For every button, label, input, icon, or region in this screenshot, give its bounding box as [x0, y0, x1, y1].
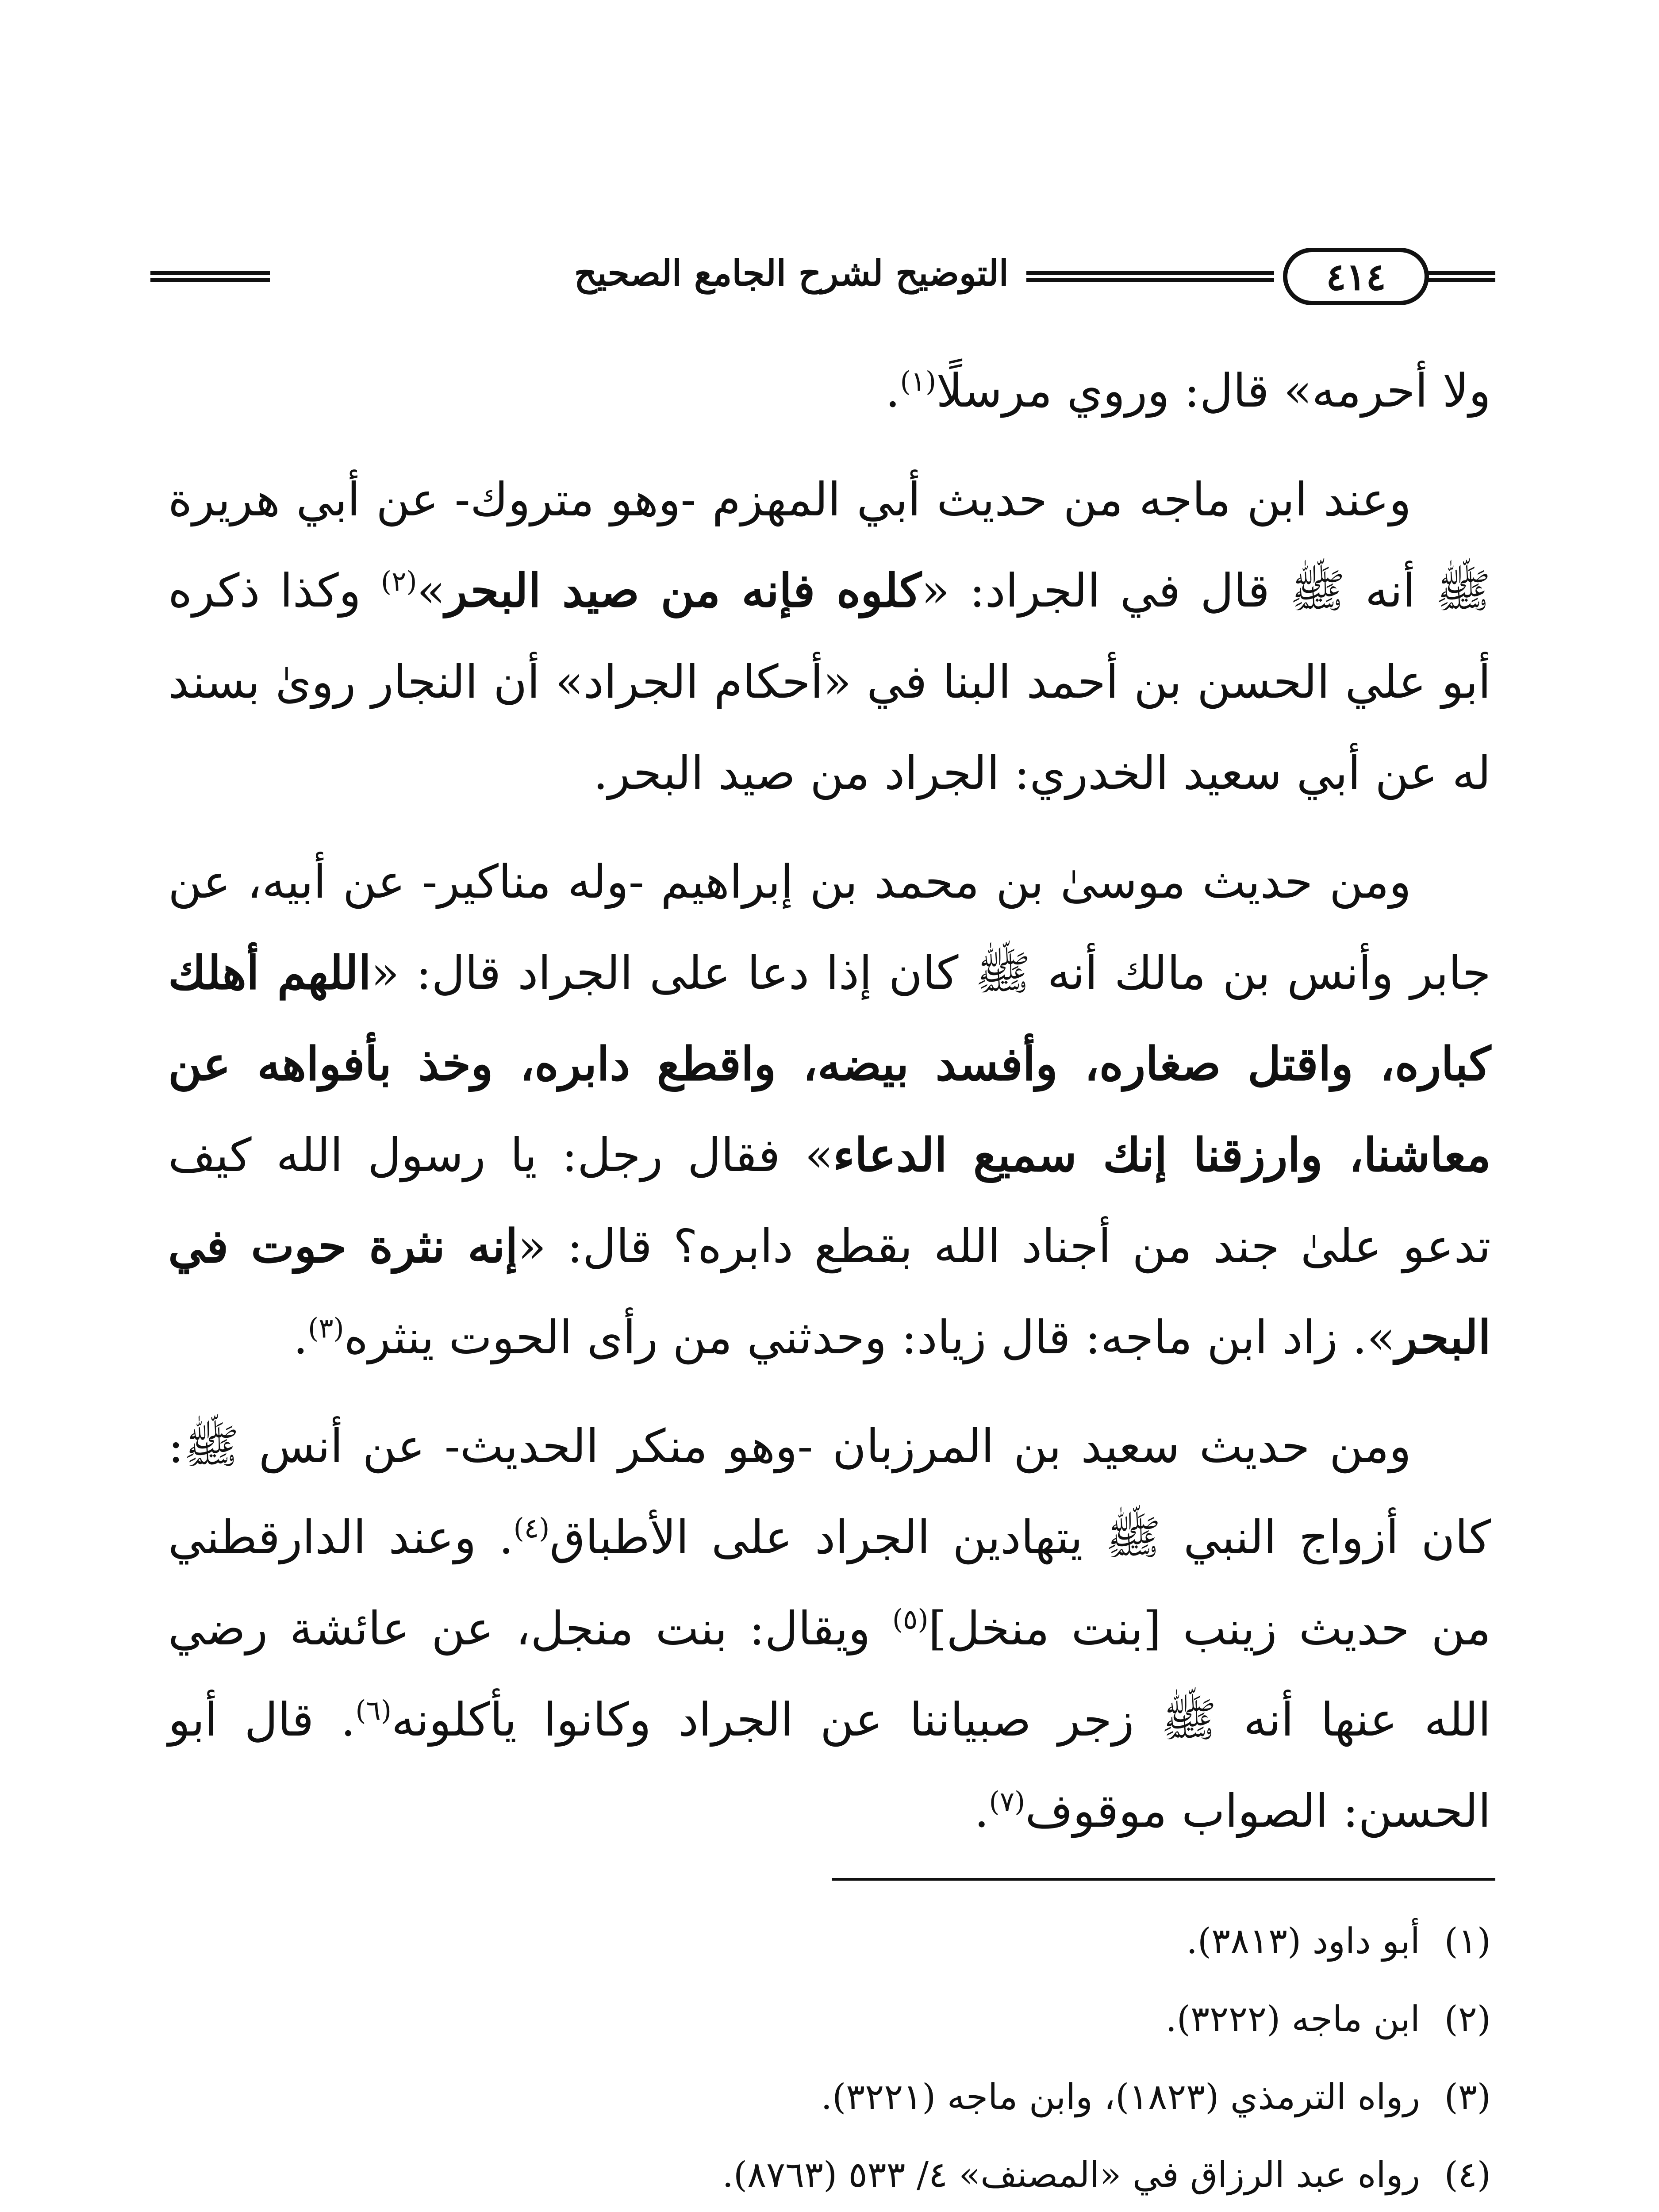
footnotes-list — [168, 1902, 1491, 2212]
paragraph-3-text-c: ». زاد ابن ماجه: قال زياد: وحدثني من رأى الحوت ينثره — [344, 1310, 1395, 1364]
header-rule-right — [1425, 271, 1495, 282]
paragraph-1-end: . — [885, 364, 900, 418]
footnote-1 — [168, 1902, 1491, 1980]
paragraph-3 — [168, 836, 1491, 1383]
footnote-text: أبو داود (٣٨١٣). — [1186, 1920, 1420, 1962]
footnote-4 — [168, 2136, 1491, 2212]
running-title: التوضيح لشرح الجامع الصحيح — [574, 252, 1009, 294]
hadith-quote: إنه نثرة حوت في البحر — [168, 1219, 1491, 1364]
footnote-3 — [168, 2058, 1491, 2136]
footnote-number: (٤) — [1444, 2154, 1491, 2195]
paragraph-1 — [168, 345, 1491, 436]
paragraph-2-text-b: » — [417, 564, 445, 618]
paragraph-4-end: . — [974, 1784, 989, 1838]
footnote-number: (٣) — [1444, 2076, 1491, 2117]
footnote-2 — [168, 1980, 1491, 2058]
hadith-quote: كلوه فإنه من صيد البحر — [445, 563, 922, 618]
header-rule-left — [150, 271, 270, 282]
paragraph-4-text-b: . وعند الدارقطني من حديث زينب [بنت منخل] — [168, 1510, 1491, 1655]
paragraph-3-text-a: ومن حديث موسىٰ بن محمد بن إبراهيم -وله مناكير- عن أبيه، عن جابر وأنس بن مالك أنه ﷺ كان إذا دعا على الجراد قال: « — [168, 855, 1491, 1000]
footnote-ref-3[interactable]: (٣) — [307, 1312, 344, 1344]
footnote-text: ابن ماجه (٣٢٢٢). — [1165, 1998, 1420, 2039]
footnote-ref-4[interactable]: (٤) — [513, 1512, 550, 1544]
paragraph-2-text-a: وعند ابن ماجه من حديث أبي المهزم -وهو متروك- عن أبي هريرة ﷺ أنه ﷺ قال في الجراد: « — [168, 472, 1491, 618]
footnote-separator — [832, 1878, 1495, 1881]
paragraph-2-text-c: وكذا ذكره أبو علي الحسن بن أحمد البنا في «أحكام الجراد» أن النجار روىٰ بسند له عن أبي سعيد الخدري: الجراد من صيد البحر. — [168, 564, 1491, 800]
header-rule-middle — [1026, 271, 1274, 282]
footnote-ref-2[interactable]: (٢) — [380, 565, 417, 598]
page-number: ٤١٤ — [1283, 248, 1429, 305]
paragraph-3-text-b: » فقال رجل: يا رسول الله كيف تدعو علىٰ جند من أجناد الله بقطع دابره؟ قال: « — [168, 1128, 1491, 1273]
footnote-ref-6[interactable]: (٦) — [355, 1694, 392, 1727]
footnote-ref-7[interactable]: (٧) — [989, 1785, 1025, 1818]
main-text — [168, 345, 1491, 1874]
page-header — [150, 248, 1495, 310]
footnote-ref-5[interactable]: (٥) — [892, 1603, 929, 1636]
paragraph-4-text-d: . قال أبو الحسن: الصواب موقوف — [168, 1693, 1491, 1838]
paragraph-2 — [168, 454, 1491, 818]
footnote-ref-1[interactable]: (١) — [900, 365, 937, 398]
paragraph-4 — [168, 1401, 1491, 1856]
paragraph-1-text: ولا أحرمه» قال: وروي مرسلًا — [936, 364, 1491, 418]
footnote-number: (١) — [1444, 1920, 1491, 1962]
paragraph-3-end: . — [293, 1310, 308, 1364]
paragraph-4-text-a: ومن حديث سعيد بن المرزبان -وهو منكر الحديث- عن أنس ﷺ: كان أزواج النبي ﷺ يتهادين الجراد على الأطباق — [168, 1419, 1491, 1564]
paragraph-4-text-c: ويقال: بنت منجل، عن عائشة رضي الله عنها أنه ﷺ زجر صبياننا عن الجراد وكانوا يأكلونه — [168, 1601, 1491, 1747]
footnote-text: رواه الترمذي (١٨٢٣)، وابن ماجه (٣٢٢١). — [821, 2076, 1420, 2117]
footnote-text: رواه عبد الرزاق في «المصنف» ٤/ ٥٣٣ (٨٧٦٣). — [722, 2154, 1420, 2195]
hadith-quote: اللهم أهلك كباره، واقتل صغاره، وأفسد بيضه، واقطع دابره، وخذ بأفواهه عن معاشنا، وارزقنا إنك سميع الدعاء — [168, 945, 1491, 1182]
footnote-number: (٢) — [1444, 1998, 1491, 2039]
